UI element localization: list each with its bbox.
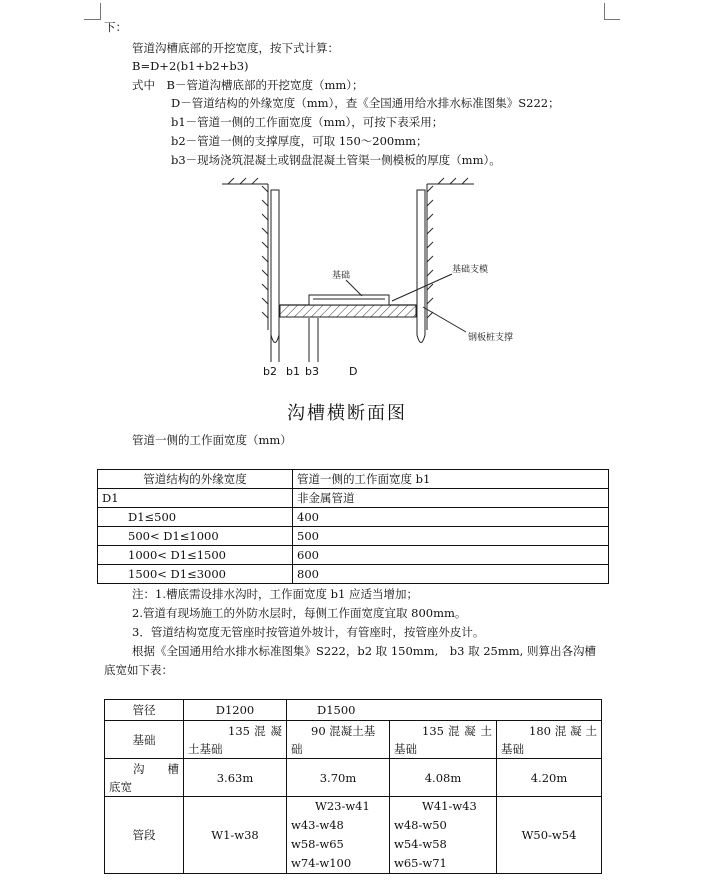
table-row: [98, 489, 609, 508]
formula: B=D+2(b1+b2+b3): [132, 59, 249, 73]
table-cell-base-1: [184, 721, 287, 759]
table-header-d1500: D1500: [287, 700, 602, 721]
base-1-line-a: 135 混 凝: [228, 723, 282, 738]
segment-3-item: w48-w50: [394, 818, 447, 832]
table-header-pipe: 管径: [105, 700, 184, 721]
paragraph-line-2: 底宽如下表：: [104, 663, 173, 677]
note-2: 2.管道有现场施工的外防水层时，每侧工作面宽度宜取 800mm。: [132, 606, 467, 620]
segment-3-item: W41-w43: [422, 799, 477, 813]
table-cell-segment-1: W1-w38: [184, 797, 287, 874]
table-row: [105, 721, 602, 759]
base-2-line-a: 90 混凝土基: [311, 723, 376, 738]
ground-hatch-right: [427, 178, 468, 318]
trench-bottom-soil: [280, 305, 416, 317]
table-cell-range: D1≤500: [98, 508, 293, 527]
intro-line-6: b2－管道一侧的支撑厚度，可取 150～200mm；: [171, 134, 428, 148]
intro-line-5: b1－管道一侧的工作面宽度（mm），可按下表采用；: [171, 115, 444, 129]
table-header-d1: D1: [98, 489, 293, 508]
table-cell-width-1: 3.63m: [184, 759, 287, 797]
label-base: 基础: [332, 271, 351, 281]
table-cell-value: 500: [293, 527, 609, 546]
work-width-table: [97, 469, 609, 584]
trench-width-table: [104, 699, 602, 874]
segment-3-item: w65-w71: [394, 856, 447, 870]
paragraph-line-1: 根据《全国通用给水排水标准图集》S222，b2 取 150mm, b3 取 25mm, 则算出各沟槽: [132, 644, 596, 658]
table-cell-segment-3: [390, 797, 497, 874]
table-cell-width-2: 3.70m: [287, 759, 390, 797]
table1-title: 管道一侧的工作面宽度（mm）: [132, 433, 292, 447]
table-cell-value: 800: [293, 565, 609, 584]
segment-2-item: w58-w65: [291, 837, 344, 851]
width-header-line-a: 沟 槽: [133, 761, 179, 776]
segment-2-item: w74-w100: [291, 856, 352, 870]
table-row: [98, 546, 609, 565]
base-3-line-a: 135 混 凝 土: [422, 723, 492, 738]
table-cell-value: 400: [293, 508, 609, 527]
segment-2-item: w43-w48: [291, 818, 344, 832]
table-header-d1200: D1200: [184, 700, 287, 721]
dim-b2: b2: [263, 365, 277, 378]
table-header-base: 基础: [105, 721, 184, 759]
table-row: [98, 565, 609, 584]
table-cell-base-4: [497, 721, 602, 759]
label-sheet-pile: 钢板桩支撑: [468, 333, 514, 343]
table-header-outer-width: 管道结构的外缘宽度: [98, 470, 293, 489]
note-3: 3．管道结构宽度无管座时按管道外坡计，有管座时，按管座外皮计。: [132, 625, 485, 639]
table-cell-width-4: 4.20m: [497, 759, 602, 797]
table-row: [98, 508, 609, 527]
width-header-line-b: 底宽: [109, 779, 132, 794]
intro-xia: 下：: [104, 20, 127, 34]
intro-line-1: 管道沟槽底部的开挖宽度，按下式计算：: [132, 41, 339, 55]
label-base-mold: 基础支模: [452, 265, 489, 275]
table-cell-base-2: [287, 721, 390, 759]
leader-sheet-pile: [423, 307, 466, 332]
trench-cross-section-diagram: [0, 0, 710, 390]
sheet-pile-left: [271, 190, 279, 343]
table-header-width: [105, 759, 184, 797]
base-2-line-b: 础: [291, 741, 303, 756]
table-row: [98, 527, 609, 546]
table-cell-segment-4: W50-w54: [497, 797, 602, 874]
base-4-line-b: 基础: [501, 741, 524, 756]
diagram-caption: 沟槽横断面图: [287, 403, 407, 424]
intro-line-7: b3－现场浇筑混凝土或钢盘混凝土管渠一侧模板的厚度（mm）。: [171, 153, 501, 167]
table-cell-range: 1500< D1≤3000: [98, 565, 293, 584]
table-header-work-width: 管道一侧的工作面宽度 b1: [293, 470, 609, 489]
table-row: [98, 470, 609, 489]
segment-3-item: w54-w58: [394, 837, 447, 851]
intro-line-4: D－管道结构的外缘宽度（mm），查《全国通用给水排水标准图集》S222；: [171, 96, 560, 110]
table-row: [105, 797, 602, 874]
segment-2-item: W23-w41: [315, 799, 370, 813]
table-cell-segment-2: [287, 797, 390, 874]
table-cell-range: 500< D1≤1000: [98, 527, 293, 546]
dim-b1: b1: [286, 365, 300, 378]
base-3-line-b: 基础: [394, 741, 417, 756]
table-cell-width-3: 4.08m: [390, 759, 497, 797]
table-row: [105, 759, 602, 797]
base-4-line-a: 180 混 凝 土: [529, 723, 597, 738]
table-header-segment: 管段: [105, 797, 184, 874]
base-1-line-b: 土基础: [188, 741, 223, 756]
dim-b3: b3: [305, 365, 319, 378]
table-cell-base-3: [390, 721, 497, 759]
intro-line-3: 式中 B－管道沟槽底部的开挖宽度（mm）；: [132, 78, 364, 92]
dim-D: D: [349, 365, 358, 378]
table-cell-value: 600: [293, 546, 609, 565]
leader-base: [346, 280, 362, 296]
table-header-nonmetal: 非金属管道: [293, 489, 609, 508]
note-1: 注：1.槽底需设排水沟时，工作面宽度 b1 应适当增加；: [132, 587, 418, 601]
table-cell-range: 1000< D1≤1500: [98, 546, 293, 565]
table-row: [105, 700, 602, 721]
sheet-pile-right: [417, 190, 425, 343]
ground-hatch-left: [228, 178, 268, 318]
foundation-formwork: [309, 295, 389, 305]
